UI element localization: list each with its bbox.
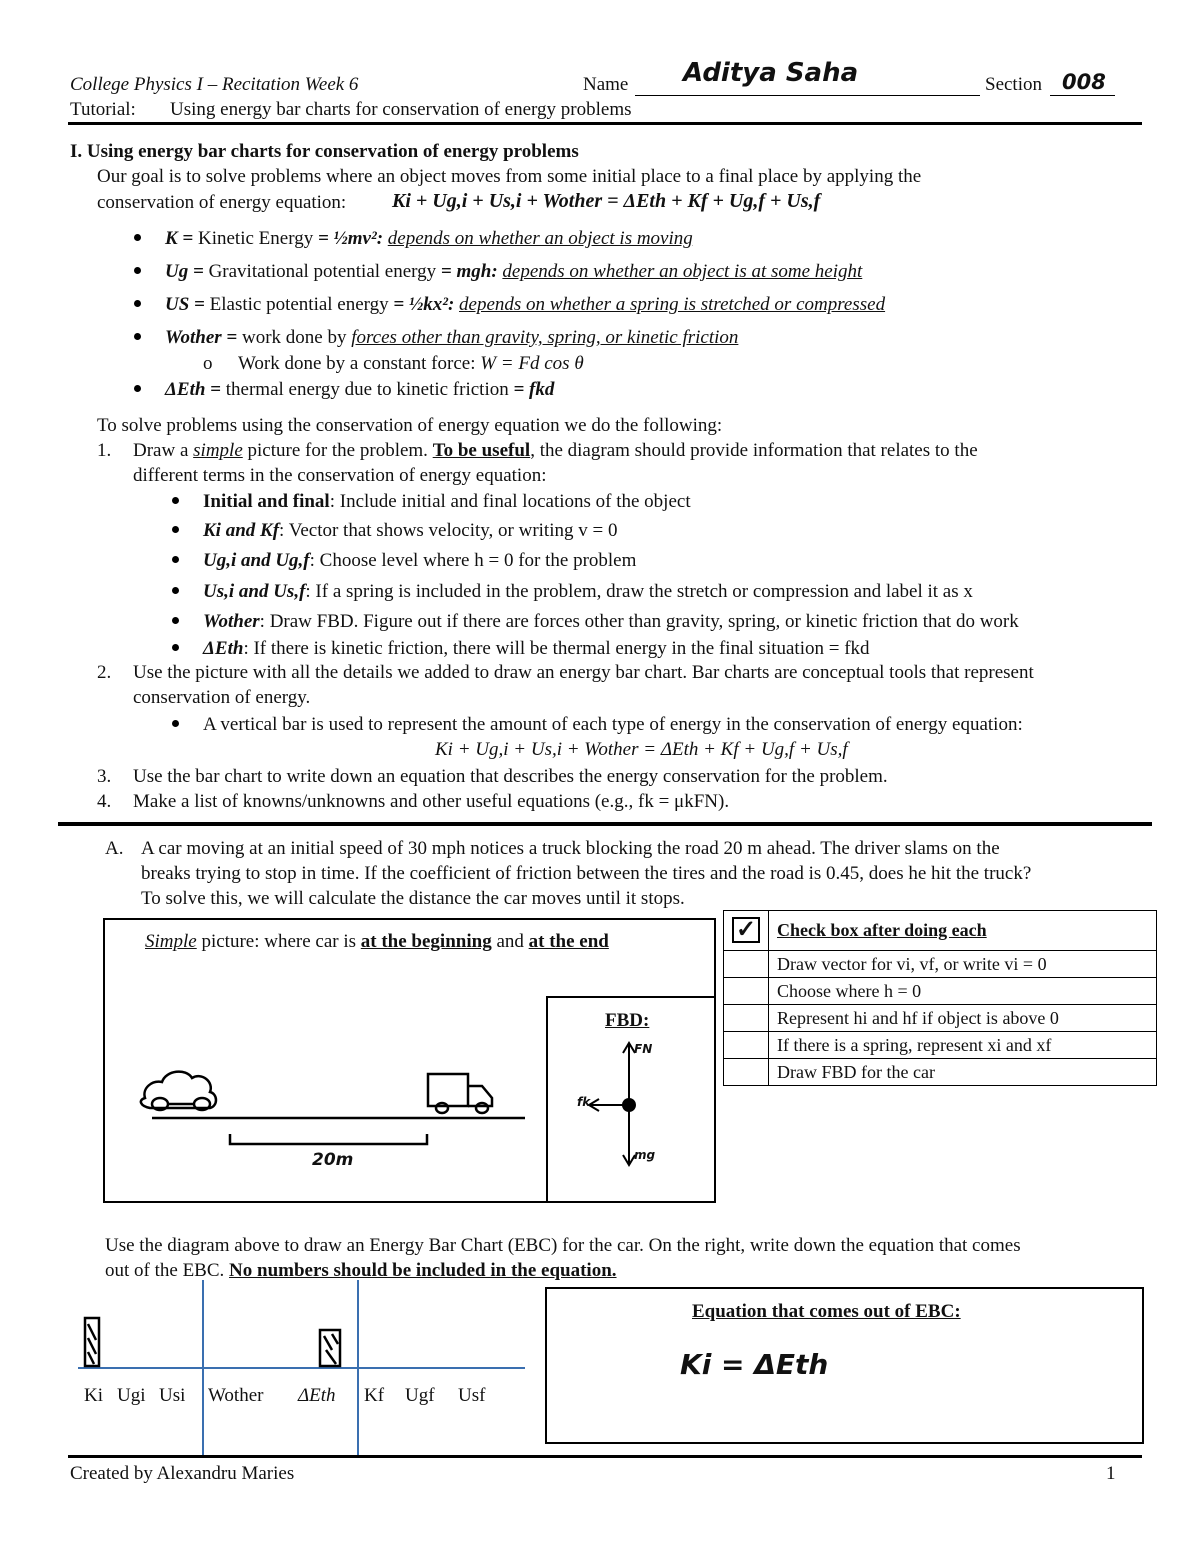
main-equation: Ki + Ug,i + Us,i + Wother = ΔEth + Kf + Ug,f + Us,f [392,190,821,212]
definition-gravitational: Ug = Gravitational potential energy = mgh: depends on whether an object is at some height [165,261,863,282]
problem-line2: breaks trying to stop in time. If the coefficient of friction between the tires and the road is 0.45, does he hit the truck? [141,863,1032,884]
step2-line2: conservation of energy. [133,687,311,708]
step1-item-work-other: Wother: Draw FBD. Figure out if there are forces other than gravity, spring, or kinetic friction that do work [203,611,1019,632]
step1-line1: Draw a simple picture for the problem. To be useful, the diagram should provide information that relates to the [133,440,978,461]
ebc-label-wother: Wother [208,1385,264,1406]
check-icon: ✓ [732,917,760,943]
step4-text: Make a list of knowns/unknowns and other useful equations (e.g., fk = μkFN). [133,791,730,812]
work-constant-force: Work done by a constant force: W = Fd cos θ [238,353,584,374]
car-sketch [141,1072,216,1110]
name-label: Name [583,74,629,95]
bullet [134,234,141,241]
checkbox[interactable] [724,1005,769,1032]
checklist-header: Check box after doing each [769,911,1157,951]
friction-label: fk [577,1095,591,1109]
checkbox[interactable] [724,1032,769,1059]
ebc-label-ugi: Ugi [117,1385,146,1406]
step1-item-gravitational: Ug,i and Ug,f: Choose level where h = 0 for the problem [203,550,637,571]
checkbox[interactable] [724,911,769,951]
section-field[interactable]: 008 [1062,70,1106,94]
definition-thermal: ΔEth = thermal energy due to kinetic friction = fkd [165,379,555,400]
name-underline [635,95,980,96]
intro-line1: Our goal is to solve problems where an object moves from some initial place to a final place by applying the [97,166,922,187]
checklist-item: Draw FBD for the car [769,1059,1157,1086]
sub-bullet-o: o [203,353,213,374]
problem-line3: To solve this, we will calculate the distance the car moves until it stops. [141,888,685,909]
step1-line2: different terms in the conservation of energy equation: [133,465,547,486]
bullet [172,617,179,624]
bullet [134,267,141,274]
ebc-label-usf: Usf [458,1385,486,1406]
ebc-label-kf: Kf [364,1385,385,1406]
truck-sketch [428,1074,492,1113]
page-number: 1 [1106,1463,1116,1484]
equation-answer[interactable]: Ki = ΔEth [680,1348,829,1381]
section-label: Section [985,74,1042,95]
intro-line2: conservation of energy equation: [97,192,347,213]
step-number: 1. [97,440,112,461]
checkbox[interactable] [724,978,769,1005]
step-number: 4. [97,791,112,812]
bullet [134,333,141,340]
name-field[interactable]: Aditya Saha [683,58,859,88]
step1-item-thermal: ΔEth: If there is kinetic friction, there will be thermal energy in the final situation = fkd [203,638,870,659]
checkbox[interactable] [724,951,769,978]
ebc-bar-eth [320,1330,340,1366]
step1-item-spring: Us,i and Us,f: If a spring is included in the problem, draw the stretch or compression and label it as x [203,581,973,602]
distance-bracket [230,1134,427,1144]
ebc-label-usi: Usi [159,1385,186,1406]
steps-intro: To solve problems using the conservation of energy equation we do the following: [97,415,723,436]
definition-elastic: US = Elastic potential energy = ½kx²: depends on whether a spring is stretched or compressed [165,294,886,315]
section-divider [58,822,1152,826]
bullet [172,644,179,651]
bullet [134,300,141,307]
checkbox[interactable] [724,1059,769,1086]
bullet [134,385,141,392]
picture-caption: Simple picture: where car is at the beginning and at the end [145,931,609,952]
problem-line1: A car moving at an initial speed of 30 mph notices a truck blocking the road 20 m ahead. The driver slams on the [141,838,1000,859]
bullet [172,497,179,504]
ebc-label-ugf: Ugf [405,1385,435,1406]
section-heading: I. Using energy bar charts for conservation of energy problems [70,141,579,162]
step-number: 2. [97,662,112,683]
footer-credit: Created by Alexandru Maries [70,1463,295,1484]
ebc-bar-ki [85,1318,99,1366]
definition-kinetic: K = Kinetic Energy = ½mv²: depends on whether an object is moving [165,228,693,249]
step2-equation: Ki + Ug,i + Us,i + Wother = ΔEth + Kf + Ug,f + Us,f [435,739,848,760]
definition-work-other: Wother = work done by forces other than gravity, spring, or kinetic friction [165,327,739,348]
normal-force-label: FN [634,1042,653,1056]
checklist-item: If there is a spring, represent xi and xf [769,1032,1157,1059]
problem-label: A. [105,838,124,859]
fbd-title: FBD: [605,1010,650,1031]
footer-rule [68,1455,1142,1458]
bullet [172,720,179,727]
car-point [622,1098,636,1112]
ebc-instructions-line2: out of the EBC. No numbers should be included in the equation. [105,1260,617,1281]
step1-item-kinetic: Ki and Kf: Vector that shows velocity, or writing v = 0 [203,520,618,541]
tutorial-title: Using energy bar charts for conservation of energy problems [170,99,632,120]
step1-item-initial-final: Initial and final: Include initial and final locations of the object [203,491,691,512]
step-number: 3. [97,766,112,787]
equation-box-title: Equation that comes out of EBC: [692,1301,961,1322]
checklist-item: Choose where h = 0 [769,978,1157,1005]
ebc-instructions-line1: Use the diagram above to draw an Energy Bar Chart (EBC) for the car. On the right, write down the equation that comes [105,1235,1021,1256]
tutorial-label: Tutorial: [70,99,136,120]
course-title: College Physics I – Recitation Week 6 [70,74,359,95]
step2-item: A vertical bar is used to represent the amount of each type of energy in the conservation of energy equation: [203,714,1023,735]
bullet [172,587,179,594]
energy-bar-chart[interactable] [70,1280,540,1460]
checklist-item: Draw vector for vi, vf, or write vi = 0 [769,951,1157,978]
checklist-item: Represent hi and hf if object is above 0 [769,1005,1157,1032]
checklist-table [723,910,1157,1086]
header-rule [68,122,1142,125]
distance-label: 20m [312,1150,354,1170]
bullet [172,526,179,533]
section-underline [1050,95,1115,96]
ebc-label-ki: Ki [84,1385,103,1406]
weight-label: mg [634,1148,656,1162]
bullet [172,556,179,563]
step3-text: Use the bar chart to write down an equation that describes the energy conservation for the problem. [133,766,888,787]
ebc-label-eth: ΔEth [298,1385,336,1406]
step2-line1: Use the picture with all the details we added to draw an energy bar chart. Bar charts are conceptual tools that represent [133,662,1034,683]
